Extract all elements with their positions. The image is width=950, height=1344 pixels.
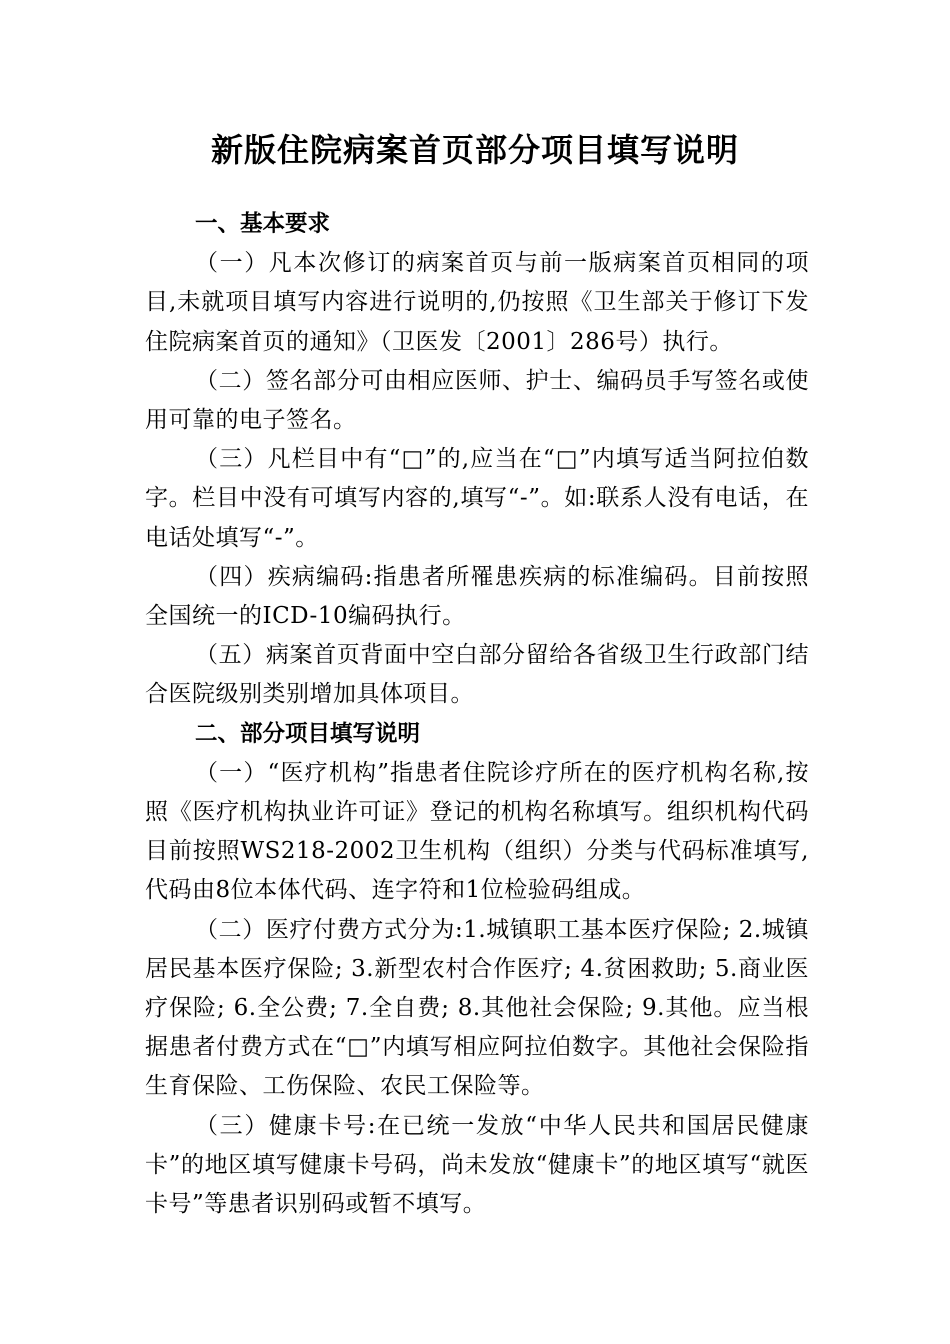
paragraph: （三）凡栏目中有“□”的,应当在“□”内填写适当阿拉伯数字。栏目中没有可填写内容的,填写“-”。如:联系人没有电话，在电话处填写“-”。	[145, 446, 809, 551]
document-body	[145, 205, 809, 1224]
paragraph: （一）凡本次修订的病案首页与前一版病案首页相同的项目,未就项目填写内容进行说明的,仍按照《卫生部关于修订下发住院病案首页的通知》（卫医发〔2001〕286号）执行。	[145, 250, 809, 355]
section-heading-item-instructions: 二、部分项目填写说明	[195, 720, 421, 747]
paragraph: （五）病案首页背面中空白部分留给各省级卫生行政部门结合医院级别类别增加具体项目。	[145, 642, 809, 708]
section-heading-basic-requirements: 一、基本要求	[195, 211, 331, 237]
paragraph: （二）医疗付费方式分为:1.城镇职工基本医疗保险; 2.城镇居民基本医疗保险; 3.新型农村合作医疗; 4.贫困救助; 5.商业医疗保险; 6.全公费; 7.全自费; 8.其他社会保险; 9.其他。应当根据患者付费方式在“□”内填写相应阿拉伯数字。其他社会保险指生育保险、工伤保险、农民工保险等。	[145, 916, 809, 1100]
paragraph: （一）“医疗机构”指患者住院诊疗所在的医疗机构名称,按照《医疗机构执业许可证》登记的机构名称填写。组织机构代码目前按照WS218-2002卫生机构（组织）分类与代码标准填写,代码由8位本体代码、连字符和1位检验码组成。	[145, 759, 809, 904]
paragraph: （三）健康卡号:在已统一发放“中华人民共和国居民健康卡”的地区填写健康卡号码，尚未发放“健康卡”的地区填写“就医卡号”等患者识别码或暂不填写。	[145, 1112, 809, 1218]
document-title: 新版住院病案首页部分项目填写说明	[210, 131, 739, 169]
paragraph: （二）签名部分可由相应医师、护士、编码员手写签名或使用可靠的电子签名。	[145, 367, 809, 434]
paragraph: （四）疾病编码:指患者所罹患疾病的标准编码。目前按照全国统一的ICD-10编码执行。	[145, 563, 809, 630]
